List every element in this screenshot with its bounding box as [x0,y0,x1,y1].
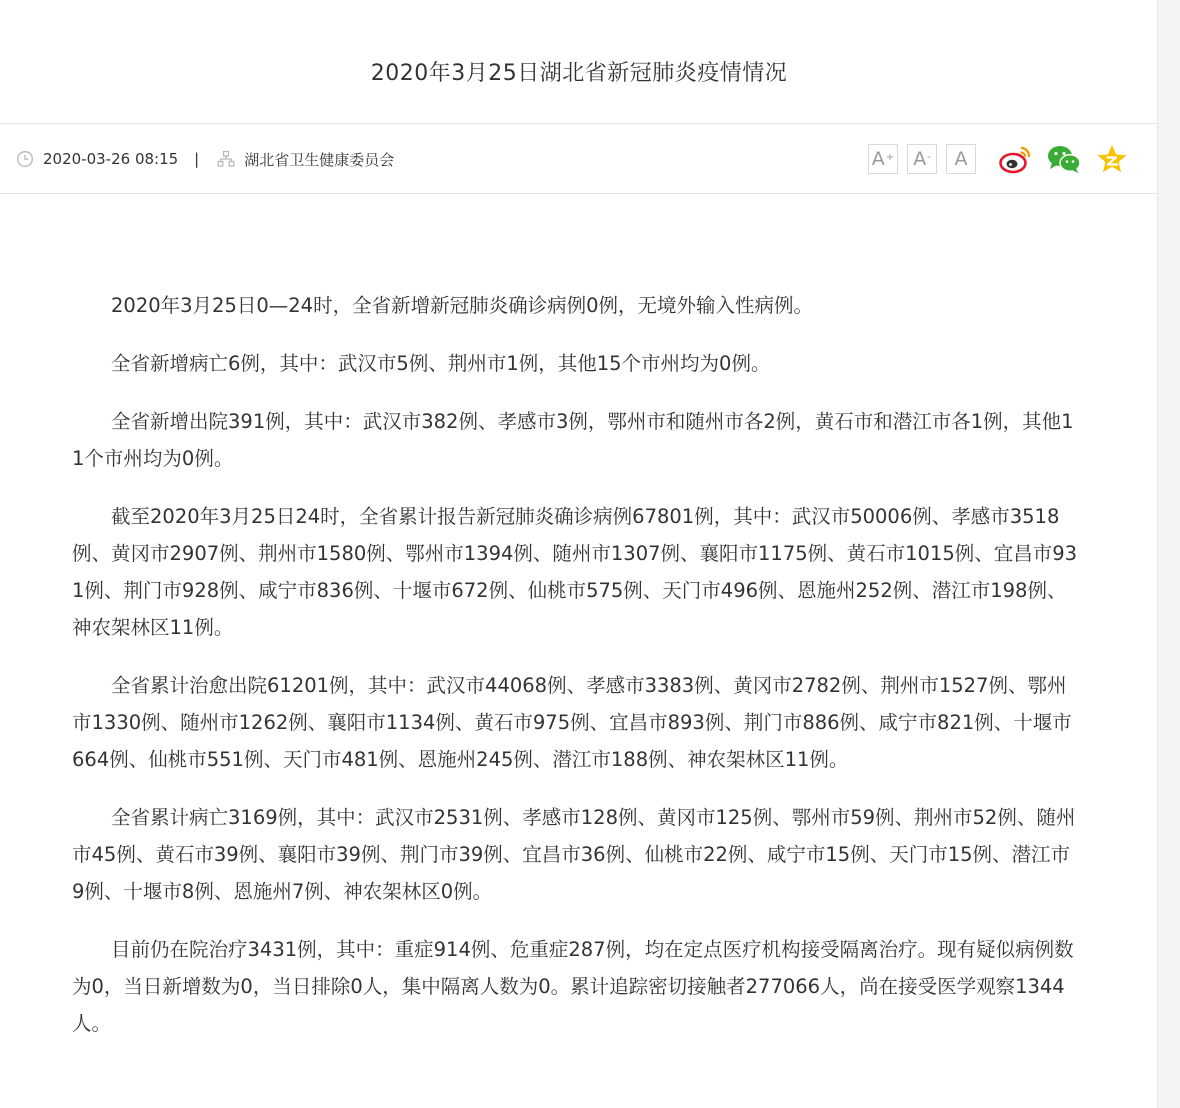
share-bar [998,141,1130,177]
weibo-icon [998,143,1034,175]
font-decrease-button[interactable] [907,144,937,174]
qzone-icon [1095,143,1129,175]
article-body [72,287,1082,1063]
font-decrease-mark: - [927,151,931,163]
article-source: 湖北省卫生健康委员会 [244,150,395,169]
font-reset-button[interactable] [946,144,976,174]
clock-icon [16,150,34,168]
article-paragraph: 截至2020年3月25日24时，全省累计报告新冠肺炎确诊病例67801例，其中：武汉市50006例、孝感市3518例、黄冈市2907例、荆州市1580例、鄂州市1394例、随州市1307例、襄阳市1175例、黄石市1015例、宜昌市931例、荆门市928例、咸宁市836例、十堰市672例、仙桃市575例、天门市496例、恩施州252例、潜江市198例、神农架林区11例。 [72,505,1078,639]
share-wechat-button[interactable] [1046,141,1082,177]
article-paragraph: 全省新增病亡6例，其中：武汉市5例、荆州市1例，其他15个市州均为0例。 [111,352,771,375]
article-paragraph: 全省新增出院391例，其中：武汉市382例、孝感市3例，鄂州市和随州市各2例，黄石市和潜江市各1例，其他11个市州均为0例。 [72,410,1074,470]
font-increase-button[interactable] [868,144,898,174]
article-paragraph: 2020年3月25日0—24时，全省新增新冠肺炎确诊病例0例，无境外输入性病例。 [111,294,813,317]
share-qzone-button[interactable] [1094,141,1130,177]
article-meta [16,147,394,171]
divider-top [0,123,1158,124]
font-increase-label: A [871,148,885,170]
font-decrease-label: A [913,148,927,170]
publish-date: 2020-03-26 08:15 [43,150,179,168]
article-paragraph: 全省累计治愈出院61201例，其中：武汉市44068例、孝感市3383例、黄冈市2782例、荆州市1527例、鄂州市1330例、随州市1262例、襄阳市1134例、黄石市975例、宜昌市893例、荆门市886例、咸宁市821例、十堰市664例、仙桃市551例、天门市481例、恩施州245例、潜江市188例、神农架林区11例。 [72,674,1072,771]
article-paragraph: 目前仍在院治疗3431例，其中：重症914例、危重症287例，均在定点医疗机构接受隔离治疗。现有疑似病例数为0，当日新增数为0，当日排除0人，集中隔离人数为0。累计追踪密切接触者277066人，尚在接受医学观察1344人。 [72,938,1074,1035]
article-paragraph: 全省累计病亡3169例，其中：武汉市2531例、孝感市128例、黄冈市125例、鄂州市59例、荆州市52例、随州市45例、黄石市39例、襄阳市39例、荆门市39例、宜昌市36例、仙桃市22例、咸宁市15例、天门市15例、潜江市9例、十堰市8例、恩施州7例、神农架林区0例。 [72,806,1076,903]
page-title: 2020年3月25日湖北省新冠肺炎疫情情况 [370,61,788,86]
font-increase-mark: + [885,151,895,163]
font-reset-label: A [954,148,968,170]
article-toolbar [859,141,1130,177]
sitemap-icon [217,150,235,168]
share-weibo-button[interactable] [998,141,1034,177]
wechat-icon [1046,143,1082,175]
divider-bottom [0,193,1158,194]
meta-separator: | [194,150,200,168]
vertical-scrollbar[interactable] [1157,0,1180,1108]
